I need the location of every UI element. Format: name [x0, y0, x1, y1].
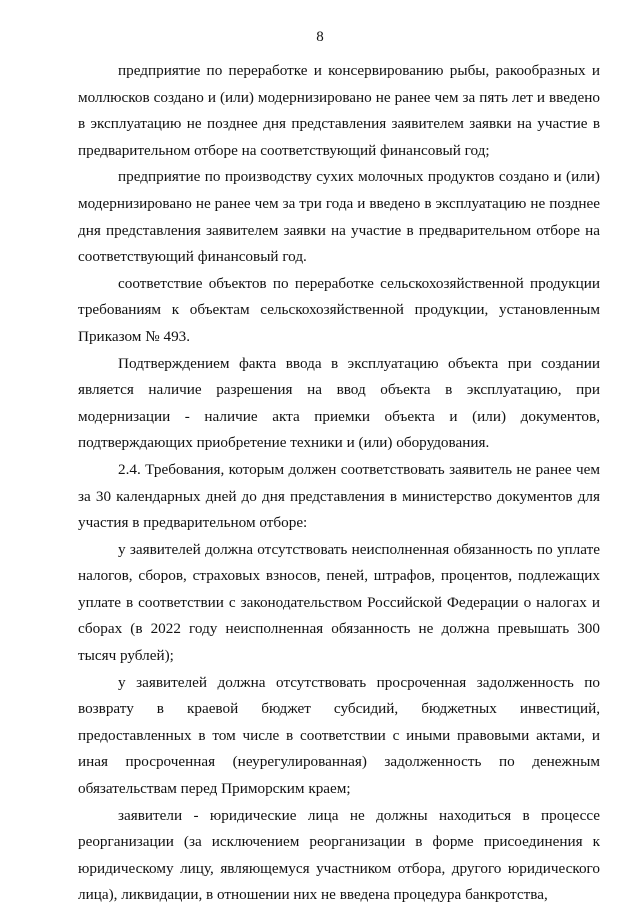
document-body [78, 58, 600, 909]
paragraph-reorganization: заявители - юридические лица не должны находиться в процессе реорганизации (за исключением реорганизации в форме присоединения к юридическому лицу, являющемуся участником отбора, другого юридического лица), ликвидации, в отношении них не введена процедура банкротства, [78, 806, 600, 904]
paragraph-overdue-debt: у заявителей должна отсутствовать просроченная задолженность по возврату в краевой бюджет субсидий, бюджетных инвестиций, предоставленных в том числе в соответствии с иными правовыми актами, и иная просроченная (неурегулированная) задолженность по денежным обязательствам перед Приморским краем; [78, 673, 600, 798]
page-number: 8 [316, 29, 324, 45]
paragraph-objects-compliance: соответствие объектов по переработке сельскохозяйственной продукции требованиям к объектам сельскохозяйственной продукции, установленным Приказом № 493. [78, 274, 600, 345]
paragraph-section-2-4: 2.4. Требования, которым должен соответствовать заявитель не ранее чем за 30 календарных дней до дня представления в министерство документов для участия в предварительном отборе: [78, 460, 600, 532]
paragraph-dairy-production: предприятие по производству сухих молочных продуктов создано и (или) модернизировано не ранее чем за три года и введено в эксплуатацию не позднее дня представления заявителем заявки на участие в предварительном отборе на соответствующий финансовый год. [78, 168, 600, 266]
paragraph-commissioning-confirmation: Подтверждением факта ввода в эксплуатацию объекта при создании является наличие разрешения на ввод объекта в эксплуатацию, при модернизации - наличие акта приемки объекта и (или) документов, подтверждающих приобретение техники и (или) оборудования. [78, 354, 600, 452]
paragraph-fish-processing: предприятие по переработке и консервированию рыбы, ракообразных и моллюсков создано и (или) модернизировано не ранее чем за пять лет и введено в эксплуатацию не позднее дня представления заявителем заявки на участие в предварительном отборе на соответствующий финансовый год; [78, 62, 600, 159]
paragraph-tax-obligations: у заявителей должна отсутствовать неисполненная обязанность по уплате налогов, сборов, страховых взносов, пеней, штрафов, процентов, подлежащих уплате в соответствии с законодательством Российской Федерации о налогах и сборах (в 2022 году неисполненная обязанность не должна превышать 300 тысяч рублей); [78, 540, 600, 665]
